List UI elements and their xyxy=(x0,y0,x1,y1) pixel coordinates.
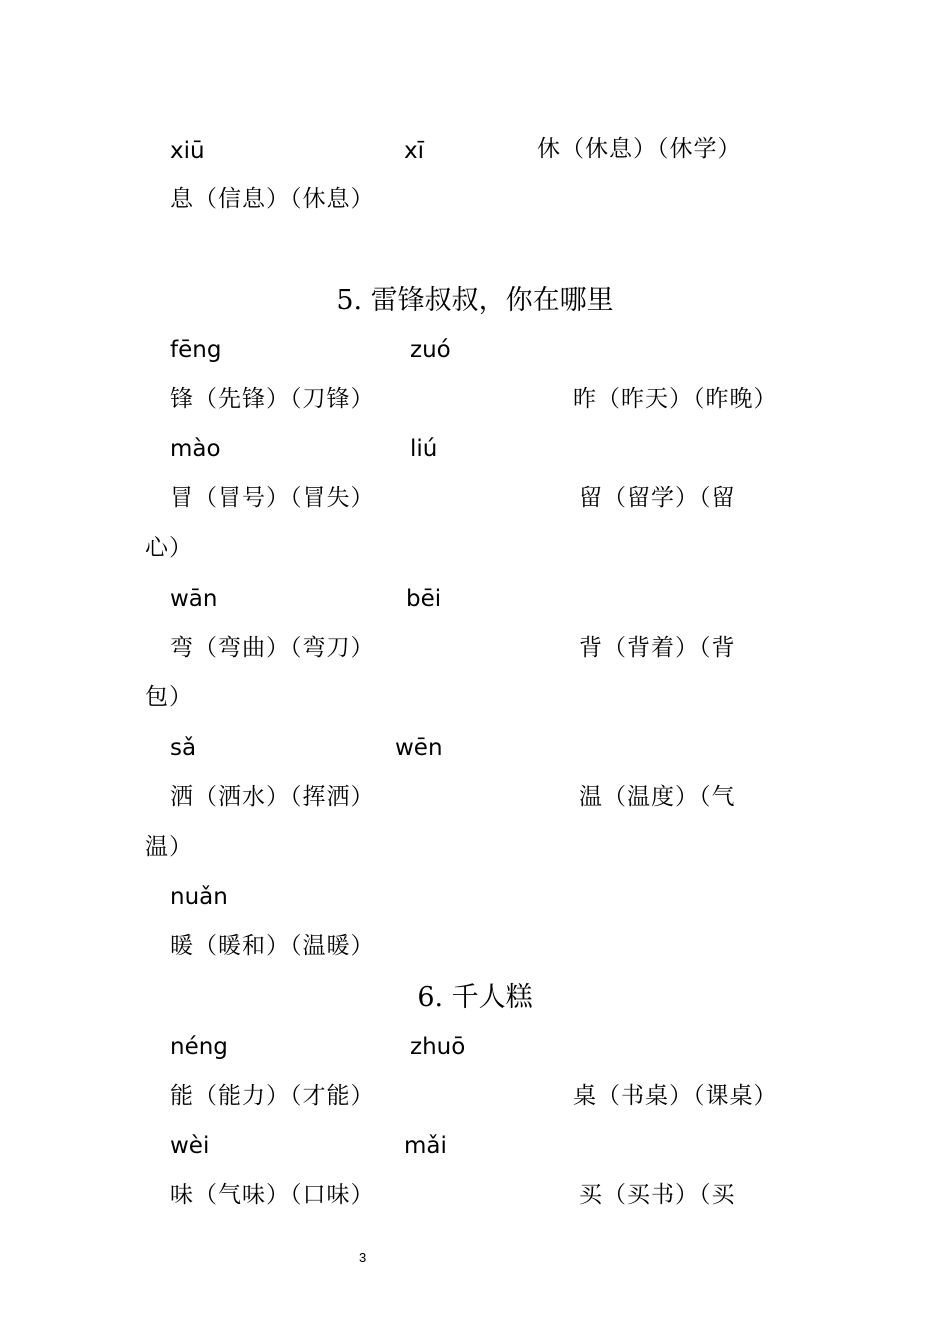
pinyin-mai: mǎi xyxy=(404,1133,447,1159)
pinyin-zhuo: zhuō xyxy=(410,1034,466,1060)
word-mao: 冒（冒号）（冒失） xyxy=(170,485,375,511)
word-wen: 温（温度）（气 xyxy=(579,784,736,810)
pinyin-wen: wēn xyxy=(395,735,443,761)
word-wei: 味（气味）（口味） xyxy=(170,1182,375,1208)
lesson-5-title: 5. 雷锋叔叔，你在哪里 xyxy=(336,285,614,316)
word-liu-cont: 心） xyxy=(145,535,193,561)
pinyin-wei: wèi xyxy=(170,1133,210,1159)
word-mai: 买（买书）（买 xyxy=(579,1182,736,1208)
pinyin-mao: mào xyxy=(170,436,221,462)
page-number: 3 xyxy=(359,1250,367,1265)
word-wan: 弯（弯曲）（弯刀） xyxy=(170,635,375,661)
pinyin-liu: liú xyxy=(410,436,438,462)
pinyin-bei: bēi xyxy=(406,586,442,612)
word-xi: 息（信息）（休息） xyxy=(170,186,375,212)
word-neng: 能（能力）（才能） xyxy=(170,1083,375,1109)
word-bei: 背（背着）（背 xyxy=(579,635,736,661)
word-liu: 留（留学）（留 xyxy=(579,485,736,511)
pinyin-zuo: zuó xyxy=(410,337,451,363)
word-zhuo: 桌（书桌）（课桌） xyxy=(573,1083,778,1109)
word-zuo: 昨（昨天）（昨晚） xyxy=(573,386,778,412)
pinyin-sa: sǎ xyxy=(170,735,197,761)
pinyin-neng: néng xyxy=(170,1034,228,1060)
pinyin-xi: xī xyxy=(404,138,425,164)
pinyin-feng: fēng xyxy=(170,337,222,363)
pinyin-xiu: xiū xyxy=(170,138,205,164)
lesson-6-title: 6. 千人糕 xyxy=(417,982,533,1013)
word-wen-cont: 温） xyxy=(145,834,193,860)
pinyin-nuan: nuǎn xyxy=(170,884,228,910)
word-xiu: 休（休息）（休学） xyxy=(537,136,742,162)
word-feng: 锋（先锋）（刀锋） xyxy=(170,386,375,412)
word-bei-cont: 包） xyxy=(145,684,193,710)
word-nuan: 暖（暖和）（温暖） xyxy=(170,933,375,959)
word-sa: 洒（洒水）（挥洒） xyxy=(170,784,375,810)
pinyin-wan: wān xyxy=(170,586,218,612)
